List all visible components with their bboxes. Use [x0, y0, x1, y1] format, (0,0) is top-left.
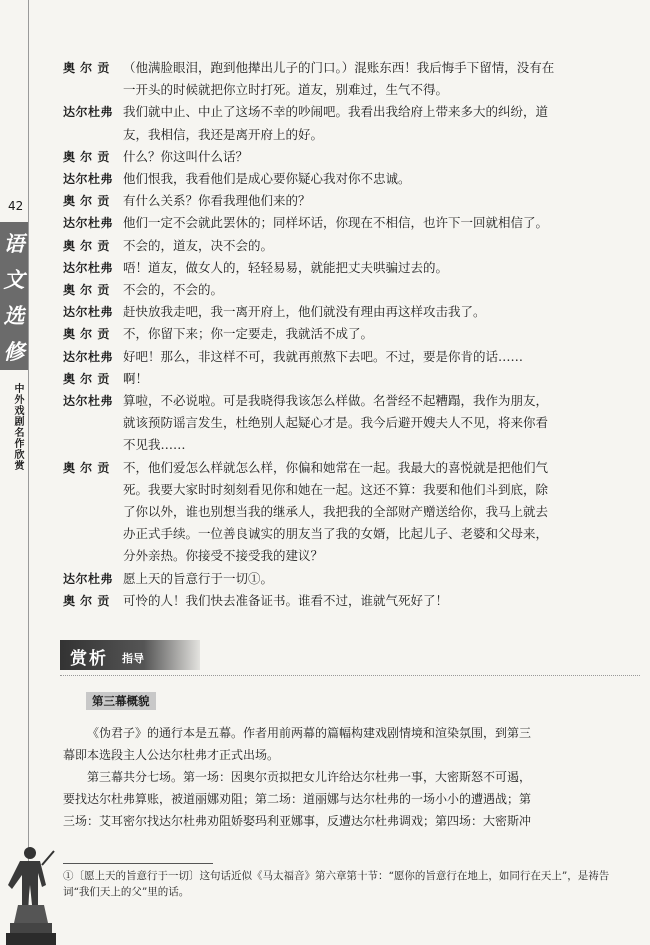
- speaker-name: 达尔杜弗: [63, 394, 114, 409]
- dialogue-line: [123, 190, 643, 212]
- section-tag: 第三幕概貌: [86, 692, 156, 710]
- dialogue-line-segment: 友，我相信，我还是离开府上的好。: [123, 126, 324, 142]
- dialogue-row: [63, 457, 643, 568]
- page-number: 42: [8, 199, 24, 213]
- dialogue-line-segment: 不，你留下来；你一定要走，我就活不成了。: [123, 326, 374, 342]
- dialogue-line-segment: 死。我要大家时时刻刻看见你和她在一起。这还不算：我要和他们斗到底，除: [123, 481, 549, 497]
- dialogue-row: [63, 146, 643, 168]
- speaker-name: 达尔杜弗: [63, 105, 114, 120]
- statue-figure-icon: [2, 845, 57, 945]
- dialogue-line: [123, 101, 643, 145]
- dialogue-row: [63, 212, 643, 234]
- footnote: [63, 868, 638, 900]
- body-line: 第三幕共分七场。第一场：因奥尔贡拟把女儿许给达尔杜弗一事，大密斯怒不可遏，: [87, 770, 532, 784]
- speaker-name: 达尔杜弗: [63, 349, 114, 364]
- dialogue-row: [63, 279, 643, 301]
- dialogue-line: [123, 368, 643, 390]
- dialogue-line-segment: 分外亲热。你接受不接受我的建议？: [123, 548, 324, 564]
- dialogue-line-segment: 唔！道友，做女人的，轻轻易易，就能把丈夫哄骗过去的。: [123, 259, 449, 275]
- dialogue-row: [63, 57, 643, 101]
- side-tab-char: 修: [3, 339, 25, 364]
- dialogue-row: [63, 101, 643, 145]
- speaker-name: 奥 尔 贡: [63, 593, 110, 608]
- left-margin-rule: [28, 0, 29, 945]
- footnote-line: 词“我们天上的父”里的话。: [63, 886, 190, 898]
- dialogue-line-segment: 我们就中止、中止了这场不幸的吵闹吧。我看出我给府上带来多大的纠纷，道: [123, 104, 549, 120]
- speaker-name: 奥 尔 贡: [63, 283, 110, 298]
- dialogue-line-segment: 算啦，不必说啦。可是我晓得我该怎么样做。名誉经不起糟蹋，我作为朋友，: [123, 393, 549, 409]
- dialogue-row: [63, 257, 643, 279]
- dialogue-line-segment: 他们恨我，我看他们是成心要你疑心我对你不忠诚。: [123, 171, 411, 187]
- dialogue-line: [123, 257, 643, 279]
- speaker-name: 奥 尔 贡: [63, 194, 110, 209]
- dialogue-row: [63, 568, 643, 590]
- dialogue-row: [63, 390, 643, 457]
- body-paragraph: [63, 766, 638, 832]
- dialogue-line-segment: 赶快放我走吧，我一离开府上，他们就没有理由再这样攻击我了。: [123, 304, 486, 320]
- dialogue-row: [63, 368, 643, 390]
- dialogue-line-segment: 不会的，不会的。: [123, 282, 224, 298]
- dialogue-line: [123, 390, 643, 457]
- dialogue-line-segment: 可怜的人！我们快去准备证书。谁看不过，谁就气死好了！: [123, 592, 449, 608]
- side-tab-char: 语: [3, 231, 25, 256]
- speaker-name: 奥 尔 贡: [63, 371, 110, 386]
- footnote-rule: [63, 863, 213, 864]
- dialogue-line-segment: （他满脸眼泪，跑到他撵出儿子的门口。）混账东西！我后悔手下留情，没有在: [123, 60, 555, 75]
- side-tab-char: 文: [3, 267, 25, 292]
- dialogue-row: [63, 323, 643, 345]
- dialogue-line-segment: 不会的，道友，决不会的。: [123, 237, 274, 253]
- dialogue-line-segment: 什么？你这叫什么话？: [123, 148, 249, 164]
- dialogue-line-segment: 他们一定不会就此罢休的；同样坏话，你现在不相信，也许下一回就相信了。: [123, 215, 549, 231]
- dialogue-line-segment: 不见我……: [123, 437, 186, 453]
- dialogue-line-segment: 啊！: [123, 370, 149, 386]
- speaker-name: 达尔杜弗: [63, 216, 114, 231]
- dialogue-line-segment: 办正式手续。一位善良诚实的朋友当了我的女婿，比起儿子、老婆和父母来，: [123, 526, 549, 542]
- dialogue-line-segment: 有什么关系？你看我理他们来的？: [123, 193, 311, 209]
- dialogue-line: [123, 346, 643, 368]
- body-paragraph: [63, 722, 638, 766]
- dialogue-line-segment: 不，他们爱怎么样就怎么样，你偏和她常在一起。我最大的喜悦就是把他们气: [123, 459, 549, 475]
- dialogue-line: [123, 323, 643, 345]
- speaker-name: 奥 尔 贡: [63, 149, 110, 164]
- dialogue-line: [123, 457, 643, 568]
- analysis-banner: [60, 640, 200, 670]
- dialogue-row: [63, 190, 643, 212]
- body-line: 三场：艾耳密尔找达尔杜弗劝阻娇娶玛利亚娜事，反遭达尔杜弗调戏；第四场：大密斯冲: [63, 814, 532, 828]
- body-line: 《伪君子》的通行本是五幕。作者用前两幕的篇幅构建戏剧情境和渲染氛围，到第三: [87, 726, 532, 740]
- side-tab-char: 选: [3, 303, 25, 328]
- dialogue-line-segment: 就该预防谣言发生，杜绝别人起疑心才是。我今后避开嫂夫人不见，将来你看: [123, 415, 549, 431]
- side-tab: [0, 222, 28, 370]
- body-line: 要找达尔杜弗算账，被道丽娜劝阻；第二场：道丽娜与达尔杜弗的一场小小的遭遇战；第: [63, 792, 532, 806]
- side-caption: 中外戏剧名作欣赏: [12, 383, 23, 471]
- dialogue-line: [123, 235, 643, 257]
- dialogue-row: [63, 168, 643, 190]
- dialogue-line-segment: 好吧！那么，非这样不可，我就再煎熬下去吧。不过，要是你肯的话……: [123, 348, 524, 364]
- dialogue: [63, 57, 643, 612]
- dialogue-line: [123, 57, 643, 101]
- dialogue-line-segment: 愿上天的旨意行于一切①。: [123, 570, 274, 586]
- analysis-banner-title: 赏析: [70, 649, 108, 669]
- dialogue-line: [123, 146, 643, 168]
- dialogue-row: [63, 235, 643, 257]
- speaker-name: 达尔杜弗: [63, 571, 114, 586]
- speaker-name: 达尔杜弗: [63, 172, 114, 187]
- footnote-line: ①〔愿上天的旨意行于一切〕这句话近似《马太福音》第六章第十节：“愿你的旨意行在地上，如同行在天上”，是祷告: [63, 870, 610, 882]
- dialogue-row: [63, 301, 643, 323]
- banner-rule: [60, 675, 640, 677]
- speaker-name: 达尔杜弗: [63, 305, 114, 320]
- dialogue-line: [123, 568, 643, 590]
- speaker-name: 奥 尔 贡: [63, 61, 110, 75]
- dialogue-row: [63, 590, 643, 612]
- dialogue-line: [123, 212, 643, 234]
- speaker-name: 奥 尔 贡: [63, 327, 110, 342]
- body-line: 幕即本选段主人公达尔杜弗才正式出场。: [63, 748, 280, 762]
- speaker-name: 奥 尔 贡: [63, 238, 110, 253]
- dialogue-line-segment: 了你以外，谁也别想当我的继承人，我把我的全部财产赠送给你，我马上就去: [123, 504, 549, 520]
- analysis-banner-subtitle: 指导: [122, 652, 144, 665]
- speaker-name: 达尔杜弗: [63, 260, 114, 275]
- dialogue-line: [123, 590, 643, 612]
- dialogue-line: [123, 279, 643, 301]
- dialogue-line: [123, 168, 643, 190]
- dialogue-line: [123, 301, 643, 323]
- speaker-name: 奥 尔 贡: [63, 460, 110, 475]
- dialogue-row: [63, 346, 643, 368]
- dialogue-line-segment: 一开头的时候就把你立时打死。道友，别难过，生气不得。: [123, 82, 449, 98]
- body-text: [63, 722, 638, 832]
